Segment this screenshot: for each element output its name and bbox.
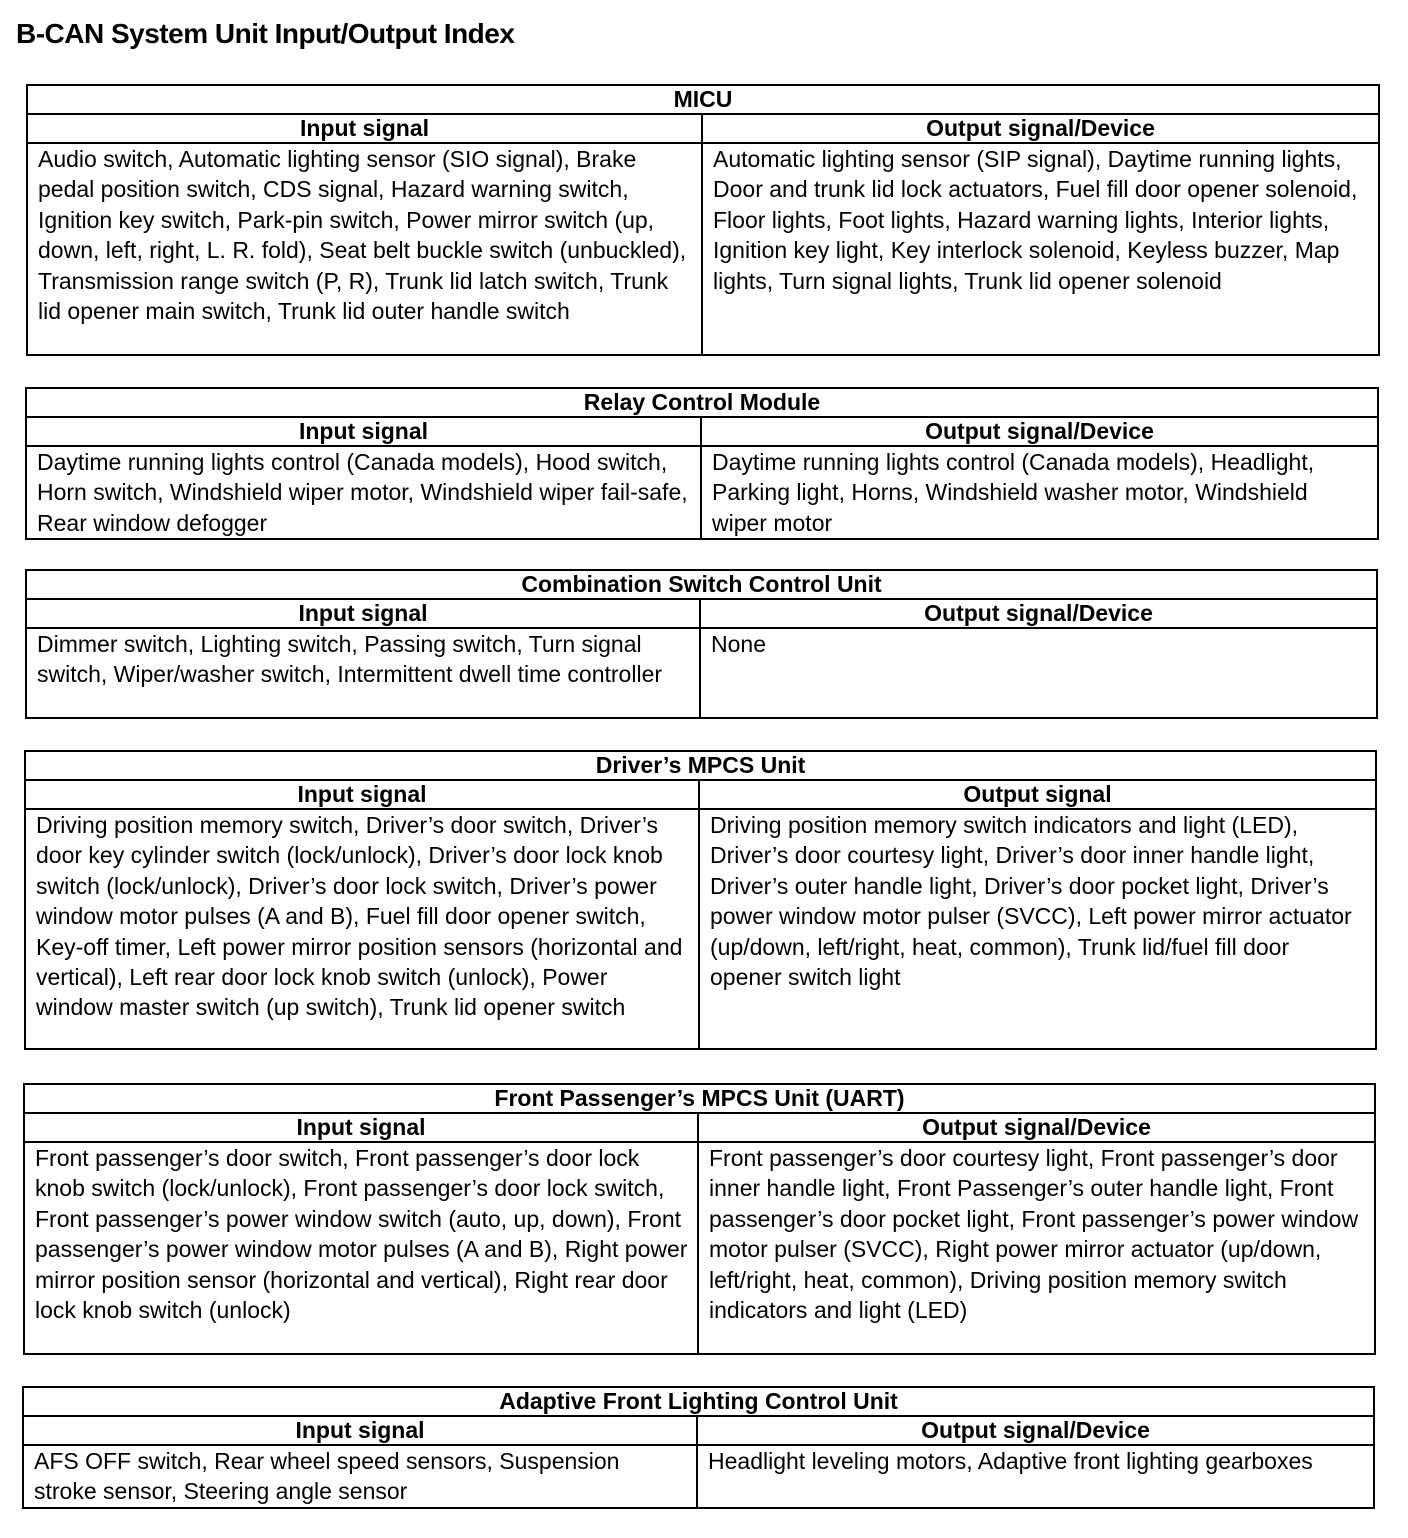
combination-switch-control-unit-table: [25, 569, 1378, 719]
unit-title: MICU: [27, 85, 1379, 114]
input-signal-header: Input signal: [24, 1113, 698, 1142]
input-signal-header: Input signal: [27, 114, 702, 143]
input-signal-cell: Daytime running lights control (Canada models), Hood switch, Horn switch, Windshield wiper motor, Windshield wiper fail-safe, Rear window defogger: [26, 446, 701, 539]
unit-title: Combination Switch Control Unit: [26, 570, 1377, 599]
unit-title: Driver’s MPCS Unit: [25, 751, 1376, 780]
output-signal-header: Output signal/Device: [700, 599, 1377, 628]
input-signal-cell: Driving position memory switch, Driver’s door switch, Driver’s door key cylinder switch (lock/unlock), Driver’s door lock knob switch (lock/unlock), Driver’s door lock switch, Driver’s power window motor pulses (A and B), Fuel fill door opener switch, Key-off timer, Left power mirror position sensors (horizontal and vertical), Left rear door lock knob switch (unlock), Power window master switch (up switch), Trunk lid opener switch: [25, 809, 699, 1049]
input-signal-header: Input signal: [26, 417, 701, 446]
output-signal-cell: Automatic lighting sensor (SIP signal), Daytime running lights, Door and trunk lid lock actuators, Fuel fill door opener solenoid, Floor lights, Foot lights, Hazard warning lights, Interior lights, Ignition key light, Key interlock solenoid, Keyless buzzer, Map lights, Turn signal lights, Trunk lid opener solenoid: [702, 143, 1379, 355]
output-signal-header: Output signal/Device: [697, 1416, 1374, 1445]
input-signal-cell: AFS OFF switch, Rear wheel speed sensors, Suspension stroke sensor, Steering angle sensor: [23, 1445, 697, 1508]
output-signal-cell: Front passenger’s door courtesy light, Front passenger’s door inner handle light, Front Passenger’s outer handle light, Front passenger’s door pocket light, Front passenger’s power window motor pulser (SVCC), Right power mirror actuator (up/down, left/right, heat, common), Driving position memory switch indicators and light (LED): [698, 1142, 1375, 1354]
input-signal-header: Input signal: [26, 599, 700, 628]
input-signal-cell: Audio switch, Automatic lighting sensor (SIO signal), Brake pedal position switch, CDS signal, Hazard warning switch, Ignition key switch, Park-pin switch, Power mirror switch (up, down, left, right, L. R. fold), Seat belt buckle switch (unbuckled), Transmission range switch (P, R), Trunk lid latch switch, Trunk lid opener main switch, Trunk lid outer handle switch: [27, 143, 702, 355]
input-signal-cell: Dimmer switch, Lighting switch, Passing switch, Turn signal switch, Wiper/washer switch, Intermittent dwell time controller: [26, 628, 700, 718]
relay-control-module-table: [25, 387, 1379, 540]
input-signal-cell: Front passenger’s door switch, Front passenger’s door lock knob switch (lock/unlock), Front passenger’s door lock switch, Front passenger’s power window switch (auto, up, down), Front passenger’s power window motor pulses (A and B), Right power mirror position sensor (horizontal and vertical), Right rear door lock knob switch (unlock): [24, 1142, 698, 1354]
page-title: B-CAN System Unit Input/Output Index: [16, 18, 515, 49]
output-signal-header: Output signal/Device: [701, 417, 1378, 446]
micu-table: [26, 84, 1380, 356]
output-signal-cell: Driving position memory switch indicators and light (LED), Driver’s door courtesy light, Driver’s door inner handle light, Driver’s outer handle light, Driver’s door pocket light, Driver’s power window motor pulser (SVCC), Left power mirror actuator (up/down, left/right, heat, common), Trunk lid/fuel fill door opener switch light: [699, 809, 1376, 1049]
adaptive-front-lighting-control-unit-table: [22, 1386, 1375, 1509]
drivers-mpcs-unit-table: [24, 750, 1377, 1050]
input-signal-header: Input signal: [25, 780, 699, 809]
output-signal-cell: Headlight leveling motors, Adaptive front lighting gearboxes: [697, 1445, 1374, 1508]
output-signal-cell: None: [700, 628, 1377, 718]
output-signal-header: Output signal: [699, 780, 1376, 809]
input-signal-header: Input signal: [23, 1416, 697, 1445]
unit-title: Adaptive Front Lighting Control Unit: [23, 1387, 1374, 1416]
unit-title: Relay Control Module: [26, 388, 1378, 417]
unit-title: Front Passenger’s MPCS Unit (UART): [24, 1084, 1375, 1113]
output-signal-cell: Daytime running lights control (Canada models), Headlight, Parking light, Horns, Windshield washer motor, Windshield wiper motor: [701, 446, 1378, 539]
output-signal-header: Output signal/Device: [698, 1113, 1375, 1142]
output-signal-header: Output signal/Device: [702, 114, 1379, 143]
front-passengers-mpcs-unit-table: [23, 1083, 1376, 1355]
